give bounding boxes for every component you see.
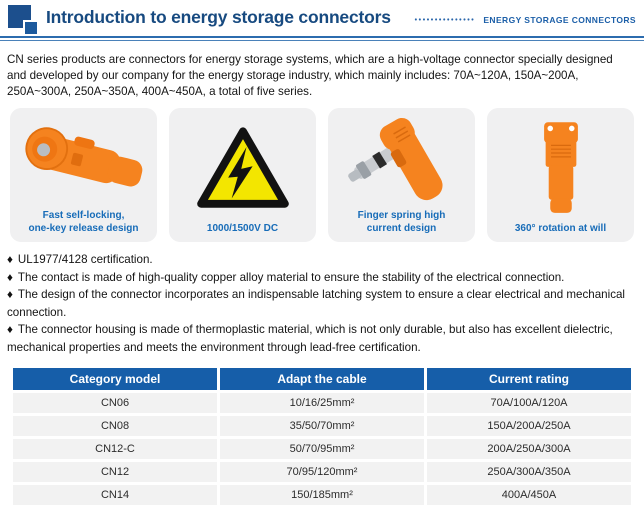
logo-squares-icon [8,4,46,42]
table-row [13,485,631,505]
cell-rating: 70A/100A/120A [427,393,631,413]
logo-small-square [23,20,39,36]
caption-line-1: Fast self-locking, [42,209,125,221]
diamond-bullet-icon: ♦ [7,270,13,284]
cell-rating: 150A/200A/250A [427,416,631,436]
table-row [13,416,631,436]
feature-caption [28,209,138,235]
diamond-bullet-icon: ♦ [7,252,13,266]
connector-angled-pin-icon [332,114,471,209]
header-right-label: ENERGY STORAGE CONNECTORS [483,15,636,25]
cell-cable: 35/50/70mm² [220,416,424,436]
feature-bullet-list [7,251,635,357]
feature-cards-row [10,108,634,242]
intro-paragraph: CN series products are connectors for energy storage systems, which are a high-voltage connector specially designed and developed by our company for the energy storage industry, which mainly includes: 70A~120A, 150A~200A, 250A~300A, 250A~350A, 400A~450A, a total of five series. [7,53,613,98]
feature-card-finger-spring [328,108,475,242]
cell-model: CN14 [13,485,217,505]
page-header [0,0,644,45]
cell-model: CN12-C [13,439,217,459]
feature-caption [358,209,446,235]
cell-model: CN12 [13,462,217,482]
feature-caption [515,222,606,235]
cell-rating: 200A/250A/300A [427,439,631,459]
col-header-category-model: Category model [13,368,217,390]
caption-line-1: Finger spring high [357,209,446,221]
cell-cable: 50/70/95mm² [220,439,424,459]
caption-line-1: 1000/1500V DC [206,222,279,234]
connector-vertical-icon [491,114,630,222]
table-row [13,439,631,459]
connector-side-view-icon [14,114,153,209]
caption-line-2: current design [366,222,437,234]
diamond-bullet-icon: ♦ [7,288,13,302]
bullet-item [7,321,635,356]
feature-card-self-locking [10,108,157,242]
table-row [13,462,631,482]
cell-cable: 70/95/120mm² [220,462,424,482]
bullet-text: The connector housing is made of thermoplastic material, which is not only durable, but also has excellent dielectric, mechanical properties and meets the environment through lead-free certification. [7,323,613,354]
bullet-item [7,286,635,321]
col-header-adapt-cable: Adapt the cable [220,368,424,390]
bullet-item [7,269,635,287]
header-rule-thick [0,36,644,38]
table-row [13,393,631,413]
cell-rating: 400A/450A [427,485,631,505]
spec-table [10,365,634,508]
header-rule-thin [0,40,644,41]
bullet-text: UL1977/4128 certification. [17,252,153,266]
feature-card-rotation [487,108,634,242]
bullet-text: The design of the connector incorporates an indispensable latching system to ensure a clear electrical and mechanical connection. [7,288,626,319]
caption-line-2: one-key release design [28,222,139,234]
cell-model: CN06 [13,393,217,413]
cell-cable: 10/16/25mm² [220,393,424,413]
caption-line-1: 360° rotation at will [514,222,607,234]
feature-card-voltage [169,108,316,242]
header-right [415,15,636,25]
spec-table-header-row [13,368,631,390]
feature-caption [207,222,278,235]
bullet-text: The contact is made of high-quality copper alloy material to ensure the stability of the electrical connection. [17,270,565,284]
high-voltage-warning-icon [173,114,312,222]
diamond-bullet-icon: ♦ [7,323,13,337]
bullet-item [7,251,635,269]
cell-model: CN08 [13,416,217,436]
dotted-leader: ••••••••••••••• [414,16,476,24]
col-header-current-rating: Current rating [427,368,631,390]
cell-cable: 150/185mm² [220,485,424,505]
cell-rating: 250A/300A/350A [427,462,631,482]
page-title: Introduction to energy storage connectors [46,7,391,27]
